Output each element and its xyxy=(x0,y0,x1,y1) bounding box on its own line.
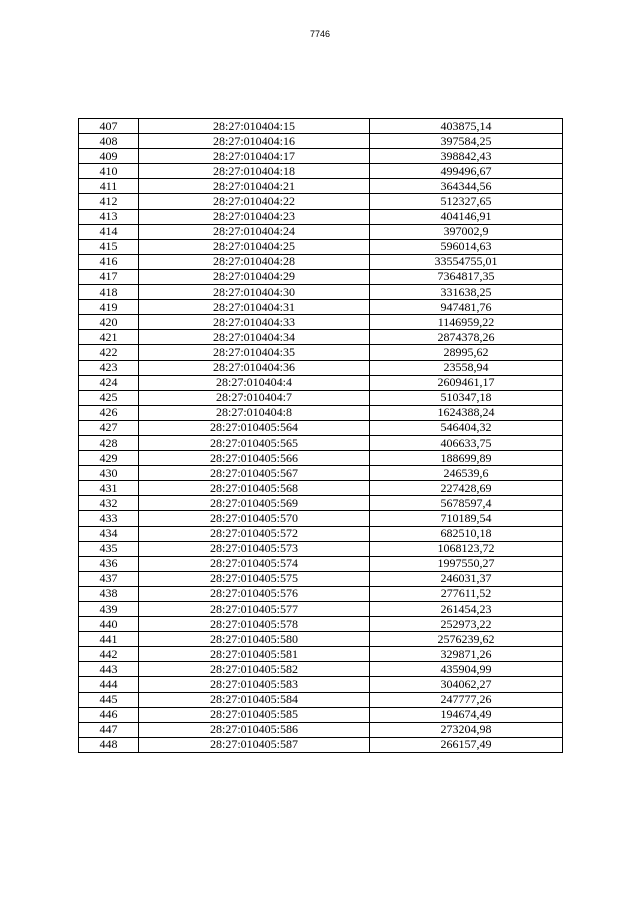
row-number-cell: 448 xyxy=(79,737,139,752)
cadastral-number-cell: 28:27:010404:30 xyxy=(139,285,370,300)
cadastral-number-cell: 28:27:010405:587 xyxy=(139,737,370,752)
table-row xyxy=(79,632,563,647)
table-row xyxy=(79,496,563,511)
cadastral-number-cell: 28:27:010405:573 xyxy=(139,541,370,556)
table-row xyxy=(79,435,563,450)
table-row xyxy=(79,737,563,752)
cadastral-value-cell: 252973,22 xyxy=(370,617,563,632)
table-row xyxy=(79,405,563,420)
table-row xyxy=(79,511,563,526)
cadastral-value-cell: 28995,62 xyxy=(370,345,563,360)
row-number-cell: 431 xyxy=(79,481,139,496)
cadastral-number-cell: 28:27:010405:586 xyxy=(139,722,370,737)
row-number-cell: 447 xyxy=(79,722,139,737)
table-row xyxy=(79,451,563,466)
cadastral-value-cell: 23558,94 xyxy=(370,360,563,375)
table-row xyxy=(79,330,563,345)
row-number-cell: 444 xyxy=(79,677,139,692)
cadastral-number-cell: 28:27:010404:8 xyxy=(139,405,370,420)
cadastral-value-cell: 512327,65 xyxy=(370,194,563,209)
row-number-cell: 425 xyxy=(79,390,139,405)
cadastral-number-cell: 28:27:010405:567 xyxy=(139,466,370,481)
cadastral-value-cell: 266157,49 xyxy=(370,737,563,752)
row-number-cell: 426 xyxy=(79,405,139,420)
table-row xyxy=(79,315,563,330)
row-number-cell: 409 xyxy=(79,149,139,164)
row-number-cell: 422 xyxy=(79,345,139,360)
cadastral-number-cell: 28:27:010404:15 xyxy=(139,119,370,134)
cadastral-value-cell: 194674,49 xyxy=(370,707,563,722)
cadastral-value-cell: 546404,32 xyxy=(370,420,563,435)
cadastral-number-cell: 28:27:010405:576 xyxy=(139,586,370,601)
cadastral-value-cell: 33554755,01 xyxy=(370,254,563,269)
cadastral-value-cell: 331638,25 xyxy=(370,285,563,300)
cadastral-value-table xyxy=(78,118,563,753)
cadastral-number-cell: 28:27:010404:18 xyxy=(139,164,370,179)
cadastral-value-cell: 397002,9 xyxy=(370,224,563,239)
table-row xyxy=(79,149,563,164)
cadastral-number-cell: 28:27:010404:36 xyxy=(139,360,370,375)
cadastral-value-cell: 7364817,35 xyxy=(370,269,563,284)
table-row xyxy=(79,194,563,209)
cadastral-value-cell: 304062,27 xyxy=(370,677,563,692)
cadastral-number-cell: 28:27:010405:583 xyxy=(139,677,370,692)
row-number-cell: 427 xyxy=(79,420,139,435)
cadastral-number-cell: 28:27:010404:34 xyxy=(139,330,370,345)
page-number: 7746 xyxy=(309,29,331,39)
row-number-cell: 441 xyxy=(79,632,139,647)
row-number-cell: 420 xyxy=(79,315,139,330)
table-row xyxy=(79,481,563,496)
cadastral-value-cell: 499496,67 xyxy=(370,164,563,179)
table-row xyxy=(79,119,563,134)
cadastral-number-cell: 28:27:010404:25 xyxy=(139,239,370,254)
cadastral-number-cell: 28:27:010405:582 xyxy=(139,662,370,677)
cadastral-value-cell: 246539,6 xyxy=(370,466,563,481)
cadastral-number-cell: 28:27:010404:4 xyxy=(139,375,370,390)
cadastral-number-cell: 28:27:010405:569 xyxy=(139,496,370,511)
table-row xyxy=(79,420,563,435)
cadastral-value-cell: 5678597,4 xyxy=(370,496,563,511)
cadastral-value-cell: 2609461,17 xyxy=(370,375,563,390)
table-row xyxy=(79,209,563,224)
row-number-cell: 439 xyxy=(79,602,139,617)
row-number-cell: 433 xyxy=(79,511,139,526)
cadastral-number-cell: 28:27:010405:572 xyxy=(139,526,370,541)
row-number-cell: 428 xyxy=(79,435,139,450)
cadastral-value-cell: 329871,26 xyxy=(370,647,563,662)
cadastral-number-cell: 28:27:010405:564 xyxy=(139,420,370,435)
table-row xyxy=(79,285,563,300)
row-number-cell: 419 xyxy=(79,300,139,315)
table-row xyxy=(79,556,563,571)
row-number-cell: 438 xyxy=(79,586,139,601)
cadastral-value-cell: 273204,98 xyxy=(370,722,563,737)
table-row xyxy=(79,179,563,194)
table-row xyxy=(79,586,563,601)
cadastral-value-cell: 2874378,26 xyxy=(370,330,563,345)
cadastral-number-cell: 28:27:010405:566 xyxy=(139,451,370,466)
cadastral-value-cell: 1624388,24 xyxy=(370,405,563,420)
cadastral-number-cell: 28:27:010404:21 xyxy=(139,179,370,194)
cadastral-value-cell: 397584,25 xyxy=(370,134,563,149)
cadastral-number-cell: 28:27:010405:585 xyxy=(139,707,370,722)
cadastral-value-cell: 246031,37 xyxy=(370,571,563,586)
cadastral-number-cell: 28:27:010404:28 xyxy=(139,254,370,269)
table-row xyxy=(79,662,563,677)
cadastral-value-cell: 1068123,72 xyxy=(370,541,563,556)
row-number-cell: 446 xyxy=(79,707,139,722)
table-row xyxy=(79,375,563,390)
cadastral-number-cell: 28:27:010405:575 xyxy=(139,571,370,586)
table-row xyxy=(79,345,563,360)
table-row xyxy=(79,466,563,481)
cadastral-number-cell: 28:27:010404:22 xyxy=(139,194,370,209)
cadastral-number-cell: 28:27:010404:24 xyxy=(139,224,370,239)
cadastral-value-cell: 227428,69 xyxy=(370,481,563,496)
row-number-cell: 445 xyxy=(79,692,139,707)
cadastral-number-cell: 28:27:010405:577 xyxy=(139,602,370,617)
cadastral-number-cell: 28:27:010405:580 xyxy=(139,632,370,647)
cadastral-number-cell: 28:27:010405:568 xyxy=(139,481,370,496)
cadastral-value-cell: 404146,91 xyxy=(370,209,563,224)
table-row xyxy=(79,360,563,375)
table-row xyxy=(79,617,563,632)
table-row xyxy=(79,602,563,617)
table-row xyxy=(79,541,563,556)
row-number-cell: 410 xyxy=(79,164,139,179)
cadastral-number-cell: 28:27:010404:31 xyxy=(139,300,370,315)
row-number-cell: 440 xyxy=(79,617,139,632)
row-number-cell: 416 xyxy=(79,254,139,269)
table-row xyxy=(79,692,563,707)
row-number-cell: 434 xyxy=(79,526,139,541)
cadastral-value-cell: 2576239,62 xyxy=(370,632,563,647)
row-number-cell: 413 xyxy=(79,209,139,224)
cadastral-number-cell: 28:27:010405:574 xyxy=(139,556,370,571)
row-number-cell: 437 xyxy=(79,571,139,586)
table-body xyxy=(79,119,563,753)
table-row xyxy=(79,269,563,284)
table-row xyxy=(79,300,563,315)
table-row xyxy=(79,722,563,737)
cadastral-value-cell: 406633,75 xyxy=(370,435,563,450)
cadastral-value-cell: 261454,23 xyxy=(370,602,563,617)
row-number-cell: 415 xyxy=(79,239,139,254)
row-number-cell: 430 xyxy=(79,466,139,481)
cadastral-value-cell: 596014,63 xyxy=(370,239,563,254)
table-row xyxy=(79,254,563,269)
cadastral-number-cell: 28:27:010404:33 xyxy=(139,315,370,330)
cadastral-value-cell: 364344,56 xyxy=(370,179,563,194)
cadastral-number-cell: 28:27:010404:17 xyxy=(139,149,370,164)
cadastral-number-cell: 28:27:010405:581 xyxy=(139,647,370,662)
cadastral-value-cell: 1146959,22 xyxy=(370,315,563,330)
cadastral-value-cell: 277611,52 xyxy=(370,586,563,601)
row-number-cell: 442 xyxy=(79,647,139,662)
cadastral-number-cell: 28:27:010405:584 xyxy=(139,692,370,707)
table-row xyxy=(79,571,563,586)
cadastral-value-cell: 682510,18 xyxy=(370,526,563,541)
cadastral-number-cell: 28:27:010404:16 xyxy=(139,134,370,149)
table-row xyxy=(79,134,563,149)
row-number-cell: 435 xyxy=(79,541,139,556)
row-number-cell: 411 xyxy=(79,179,139,194)
row-number-cell: 421 xyxy=(79,330,139,345)
table-row xyxy=(79,164,563,179)
cadastral-value-cell: 247777,26 xyxy=(370,692,563,707)
row-number-cell: 418 xyxy=(79,285,139,300)
table-row xyxy=(79,224,563,239)
cadastral-value-cell: 1997550,27 xyxy=(370,556,563,571)
row-number-cell: 414 xyxy=(79,224,139,239)
cadastral-number-cell: 28:27:010404:29 xyxy=(139,269,370,284)
cadastral-number-cell: 28:27:010405:578 xyxy=(139,617,370,632)
table-row xyxy=(79,526,563,541)
row-number-cell: 412 xyxy=(79,194,139,209)
cadastral-number-cell: 28:27:010404:23 xyxy=(139,209,370,224)
cadastral-value-cell: 435904,99 xyxy=(370,662,563,677)
cadastral-number-cell: 28:27:010404:35 xyxy=(139,345,370,360)
row-number-cell: 436 xyxy=(79,556,139,571)
cadastral-value-cell: 510347,18 xyxy=(370,390,563,405)
row-number-cell: 443 xyxy=(79,662,139,677)
row-number-cell: 417 xyxy=(79,269,139,284)
cadastral-value-cell: 398842,43 xyxy=(370,149,563,164)
cadastral-value-cell: 403875,14 xyxy=(370,119,563,134)
table-row xyxy=(79,707,563,722)
table-row xyxy=(79,677,563,692)
cadastral-number-cell: 28:27:010405:570 xyxy=(139,511,370,526)
row-number-cell: 408 xyxy=(79,134,139,149)
cadastral-value-cell: 188699,89 xyxy=(370,451,563,466)
table-row xyxy=(79,647,563,662)
row-number-cell: 423 xyxy=(79,360,139,375)
cadastral-number-cell: 28:27:010404:7 xyxy=(139,390,370,405)
row-number-cell: 407 xyxy=(79,119,139,134)
table-row xyxy=(79,239,563,254)
table-row xyxy=(79,390,563,405)
row-number-cell: 429 xyxy=(79,451,139,466)
row-number-cell: 432 xyxy=(79,496,139,511)
cadastral-value-cell: 710189,54 xyxy=(370,511,563,526)
row-number-cell: 424 xyxy=(79,375,139,390)
cadastral-value-cell: 947481,76 xyxy=(370,300,563,315)
cadastral-number-cell: 28:27:010405:565 xyxy=(139,435,370,450)
